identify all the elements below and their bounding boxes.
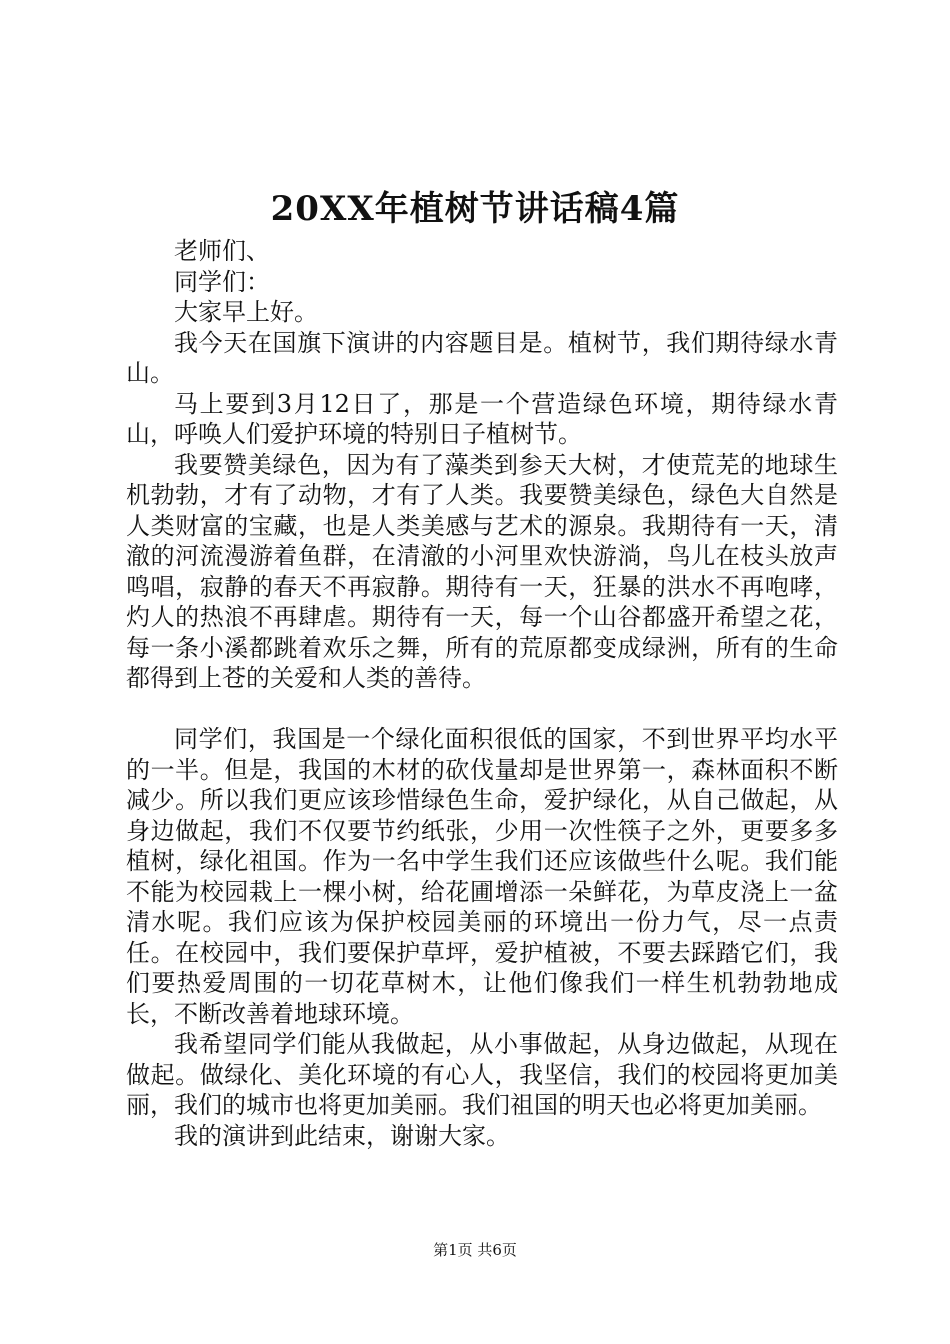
paragraph-classmates: 同学们，我国是一个绿化面积很低的国家，不到世界平均水平的一半。但是，我国的木材的砍伐量却是世界第一，森林面积不断减少。所以我们更应该珍惜绿色生命，爱护绿化，从自己做起，从身边做起，我们不仅要节约纸张，少用一次性筷子之外，更要多多植树，绿化祖国。作为一名中学生我们还应该做些什么呢。我们能不能为校园栽上一棵小树，给花圃增添一朵鲜花，为草皮浇上一盆清水呢。我们应该为保护校园美丽的环境出一份力气，尽一点责任。在校园中，我们要保护草坪，爱护植被，不要去踩踏它们，我们要热爱周围的一切花草树木，让他们像我们一样生机勃勃地成长，不断改善着地球环境。 xyxy=(126,725,838,1028)
paragraph-hope: 我希望同学们能从我做起，从小事做起，从身边做起，从现在做起。做绿化、美化环境的有心人，我坚信，我们的校园将更加美丽，我们的城市也将更加美丽。我们祖国的明天也必将更加美丽。 xyxy=(126,1030,838,1119)
paragraph-spacer xyxy=(126,694,838,725)
greeting: 大家早上好。 xyxy=(174,298,318,326)
paragraph-arbor-day: 马上要到3月12日了，那是一个营造绿色环境，期待绿水青山，呼唤人们爱护环境的特别日子植树节。 xyxy=(126,389,838,448)
document-body xyxy=(126,236,838,1151)
paragraph-closing: 我的演讲到此结束，谢谢大家。 xyxy=(174,1121,510,1150)
paragraph-praise-green: 我要赞美绿色，因为有了藻类到参天大树，才使荒芜的地球生机勃勃，才有了动物，才有了人类。我要赞美绿色，绿色大自然是人类财富的宝藏，也是人类美感与艺术的源泉。我期待有一天，清澈的河流漫游着鱼群，在清澈的小河里欢快游淌，鸟儿在枝头放声鸣唱，寂静的春天不再寂静。期待有一天，狂暴的洪水不再咆哮，灼人的热浪不再肆虐。期待有一天，每一个山谷都盛开希望之花，每一条小溪都跳着欢乐之舞，所有的荒原都变成绿洲，所有的生命都得到上苍的关爱和人类的善待。 xyxy=(126,450,838,692)
salutation-teachers: 老师们、 xyxy=(174,237,270,265)
paragraph-topic: 我今天在国旗下演讲的内容题目是。植树节，我们期待绿水青山。 xyxy=(126,328,838,387)
document-title: 20XX年植树节讲话稿4篇 xyxy=(270,189,680,229)
page-footer: 第1页 共6页 xyxy=(433,1241,517,1259)
salutation-students: 同学们： xyxy=(174,267,270,296)
